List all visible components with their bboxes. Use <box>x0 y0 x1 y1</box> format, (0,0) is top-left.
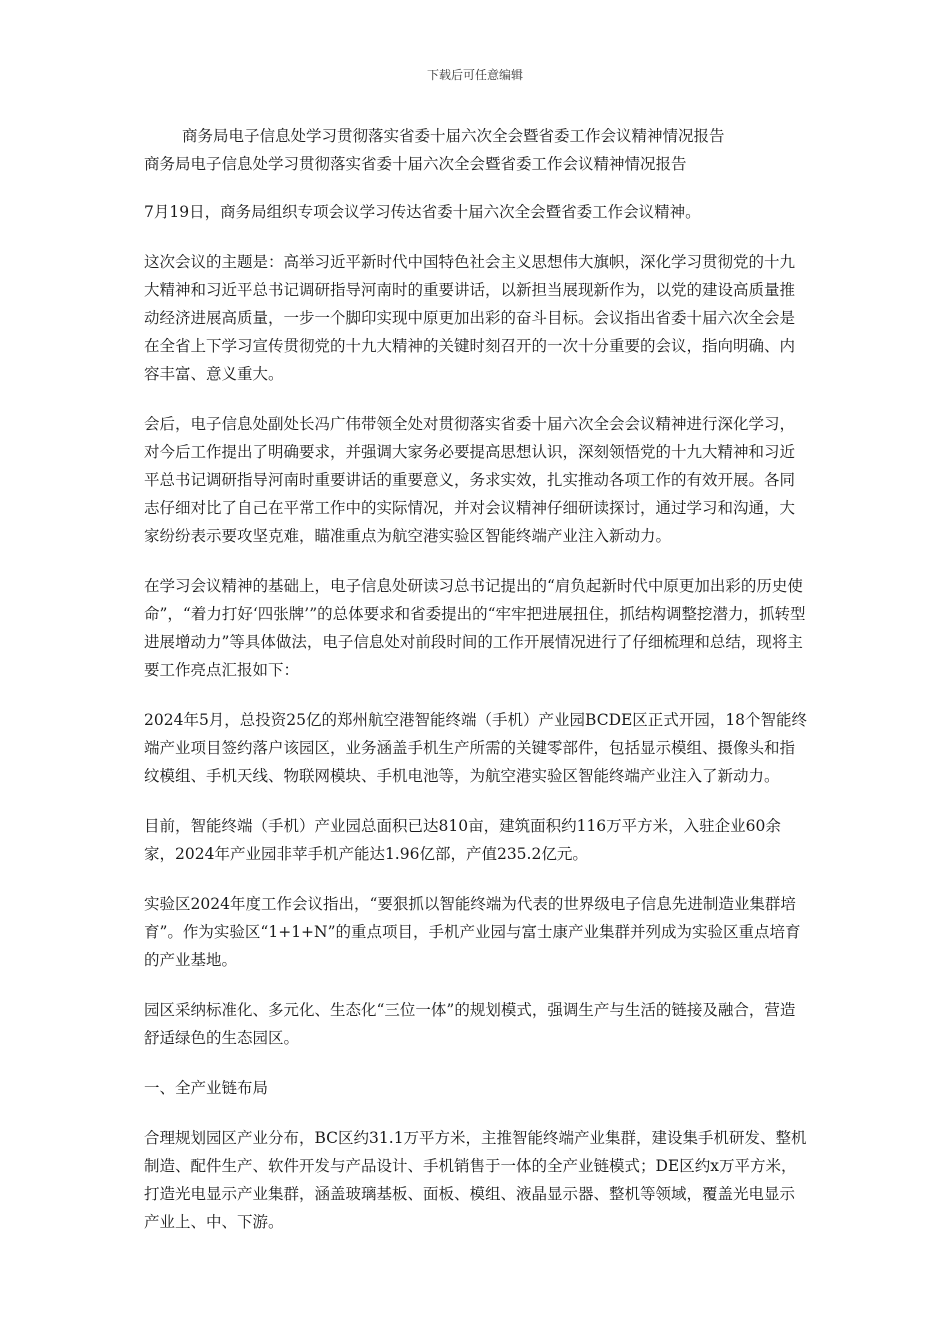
paragraph-meeting-theme: 这次会议的主题是：高举习近平新时代中国特色社会主义思想伟大旗帜，深化学习贯彻党的十九大精神和习近平总书记调研指导河南时的重要讲话，以新担当展现新作为，以党的建设高质量推动经济进展高质量，一步一个脚印实现中原更加出彩的奋斗目标。会议指出省委十届六次全会是在全省上下学习宣传贯彻党的十九大精神的关键时刻召开的一次十分重要的会议，指向明确、内容丰富、意义重大。 <box>144 253 796 383</box>
paragraph-meeting-date: 7月19日，商务局组织专项会议学习传达省委十届六次全会暨省委工作会议精神。 <box>144 203 701 221</box>
paragraph-industry-layout: 合理规划园区产业分布，BC区约31.1万平方米，主推智能终端产业集群，建设集手机研发、整机制造、配件生产、软件开发与产品设计、手机销售于一体的全产业链模式；DE区约x万平方米，打造光电显示产业集群，涵盖玻璃基板、面板、模组、液晶显示器、整机等领域，覆盖光电显示产业上、中、下游。 <box>144 1129 807 1231</box>
document-body <box>144 122 809 1236</box>
paragraph-park-opening: 2024年5月，总投资25亿的郑州航空港智能终端（手机）产业园BCDE区正式开园，18个智能终端产业项目签约落户该园区，业务涵盖手机生产所需的关键零部件，包括显示模组、摄像头和指纹模组、手机天线、物联网模块、手机电池等，为航空港实验区智能终端产业注入了新动力。 <box>144 711 808 785</box>
paragraph-planning-mode: 园区采纳标准化、多元化、生态化“三位一体”的规划模式，强调生产与生活的链接及融合，营造舒适绿色的生态园区。 <box>144 1001 796 1047</box>
document-title: 商务局电子信息处学习贯彻落实省委十届六次全会暨省委工作会议精神情况报告 <box>182 127 725 145</box>
section-heading-industry-chain: 一、全产业链布局 <box>144 1079 269 1097</box>
document-title-repeat: 商务局电子信息处学习贯彻落实省委十届六次全会暨省委工作会议精神情况报告 <box>144 155 687 173</box>
header-note: 下载后可任意编辑 <box>426 68 523 82</box>
paragraph-study-basis: 在学习会议精神的基础上，电子信息处研读习总书记提出的“肩负起新时代中原更加出彩的历史使命”，“着力打好‘四张牌’”的总体要求和省委提出的“牢牢把进展扭住，抓结构调整挖潜力，抓转型进展增动力”等具体做法，电子信息处对前段时间的工作开展情况进行了仔细梳理和总结，现将主要工作亮点汇报如下： <box>144 577 806 679</box>
paragraph-work-conference: 实验区2024年度工作会议指出，“要狠抓以智能终端为代表的世界级电子信息先进制造业集群培育”。作为实验区“1+1+N”的重点项目，手机产业园与富士康产业集群并列成为实验区重点培育的产业基地。 <box>144 895 801 969</box>
paragraph-park-status: 目前，智能终端（手机）产业园总面积已达810亩，建筑面积约116万平方米，入驻企业60余家，2024年产业园非苹手机产能达1.96亿部，产值235.2亿元。 <box>144 817 781 863</box>
paragraph-after-meeting: 会后，电子信息处副处长冯广伟带领全处对贯彻落实省委十届六次全会会议精神进行深化学习，对今后工作提出了明确要求，并强调大家务必要提高思想认识，深刻领悟党的十九大精神和习近平总书记调研指导河南时重要讲话的重要意义，务求实效，扎实推动各项工作的有效开展。各同志仔细对比了自己在平常工作中的实际情况，并对会议精神仔细研读探讨，通过学习和沟通，大家纷纷表示要攻坚克难，瞄准重点为航空港实验区智能终端产业注入新动力。 <box>144 415 796 545</box>
